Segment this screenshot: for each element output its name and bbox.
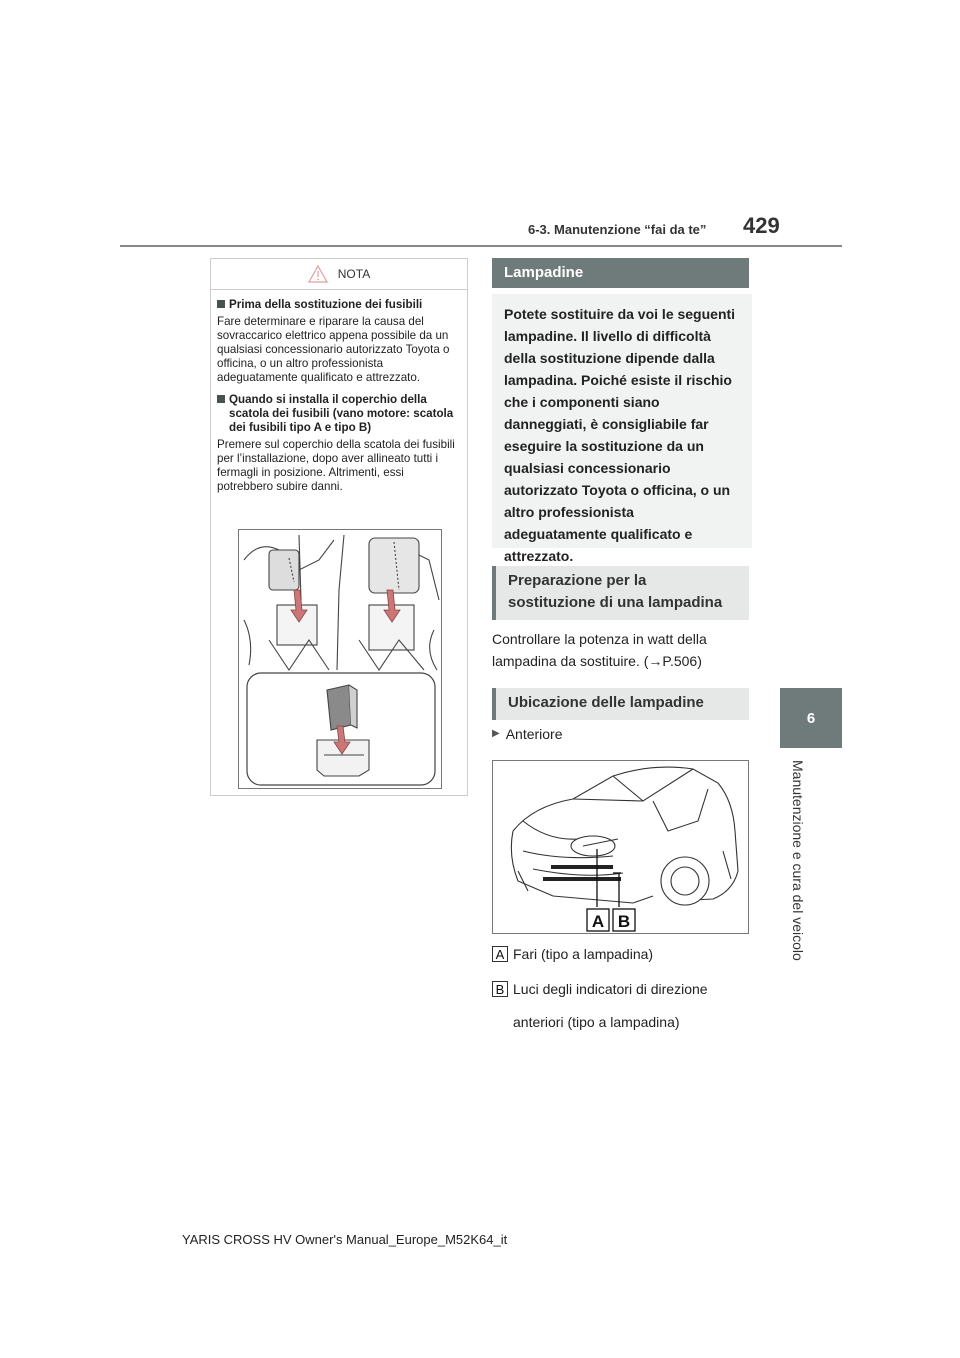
bullet-anteriore: ▶ Anteriore <box>492 723 563 745</box>
chapter-side-label: Manutenzione e cura del veicolo <box>790 760 806 961</box>
lampadine-intro: Potete sostituire da voi le seguenti lampadine. Il livello di difficoltà della sostituzione dipende dalla lampadina. Poiché esiste il rischio che i componenti siano danneggiati, è consigliabile far eseguire la sostituzione da un qualsiasi concessionario autorizzato Toyota o officina, o un altro professionista adeguatamente qualificato e attrezzato. <box>492 294 752 548</box>
nota-heading-1: Prima della sostituzione dei fusibili <box>217 298 461 312</box>
page-reference-link[interactable]: P.506 <box>662 653 698 669</box>
ubicazione-heading: Ubicazione delle lampadine <box>492 688 749 720</box>
header-divider <box>120 245 842 247</box>
callout-a-tag: A <box>492 946 508 962</box>
nota-box <box>210 258 468 796</box>
callout-a <box>492 946 653 962</box>
nota-heading-2: Quando si installa il coperchio della scatola dei fusibili (vano motore: scatola dei fusibili tipo A e tipo B) <box>217 393 461 435</box>
callout-b-text-continued: anteriori (tipo a lampadina) <box>513 1014 680 1030</box>
preparazione-heading: Preparazione per la sostituzione di una lampadina <box>492 566 749 620</box>
nota-text-2: Premere sul coperchio della scatola dei fusibili per l’installazione, dopo aver allineato tutti i fermagli in posizione. Altrimenti, essi potrebbero subire danni. <box>217 438 455 493</box>
callout-letter-a: A <box>591 912 605 931</box>
callout-b-tag: B <box>492 981 508 997</box>
callout-a-text: Fari (tipo a lampadina) <box>513 946 654 962</box>
section-header: 6-3. Manutenzione “fai da te” <box>528 222 707 237</box>
nota-text-1: Fare determinare e riparare la causa del sovraccarico elettrico appena possibile da un qualsiasi concessionario autorizzato Toyota o officina, o un altro professionista adeguatamente qualificato e attrezzato. <box>217 315 450 384</box>
nota-title: NOTA <box>337 267 371 281</box>
callout-b <box>492 981 708 997</box>
page-footer: YARIS CROSS HV Owner's Manual_Europe_M52K64_it <box>182 1232 508 1247</box>
nota-body <box>211 290 467 506</box>
square-bullet-icon <box>217 300 225 308</box>
callout-b-text: Luci degli indicatori di direzione <box>513 981 708 997</box>
chapter-tab: 6 <box>780 688 842 748</box>
fuse-box-illustration <box>238 529 442 789</box>
preparazione-text: Controllare la potenza in watt della lampadina da sostituire. (→P.506) <box>492 631 707 669</box>
nota-header <box>211 259 467 290</box>
car-front-illustration <box>492 760 749 934</box>
warning-triangle-icon <box>308 265 328 283</box>
callout-letter-b: B <box>617 912 631 931</box>
page-number: 429 <box>743 213 780 238</box>
triangle-bullet-icon: ▶ <box>492 728 500 739</box>
lampadine-heading: Lampadine <box>492 258 749 288</box>
reference-arrow-icon: → <box>648 653 663 669</box>
square-bullet-icon <box>217 395 225 403</box>
